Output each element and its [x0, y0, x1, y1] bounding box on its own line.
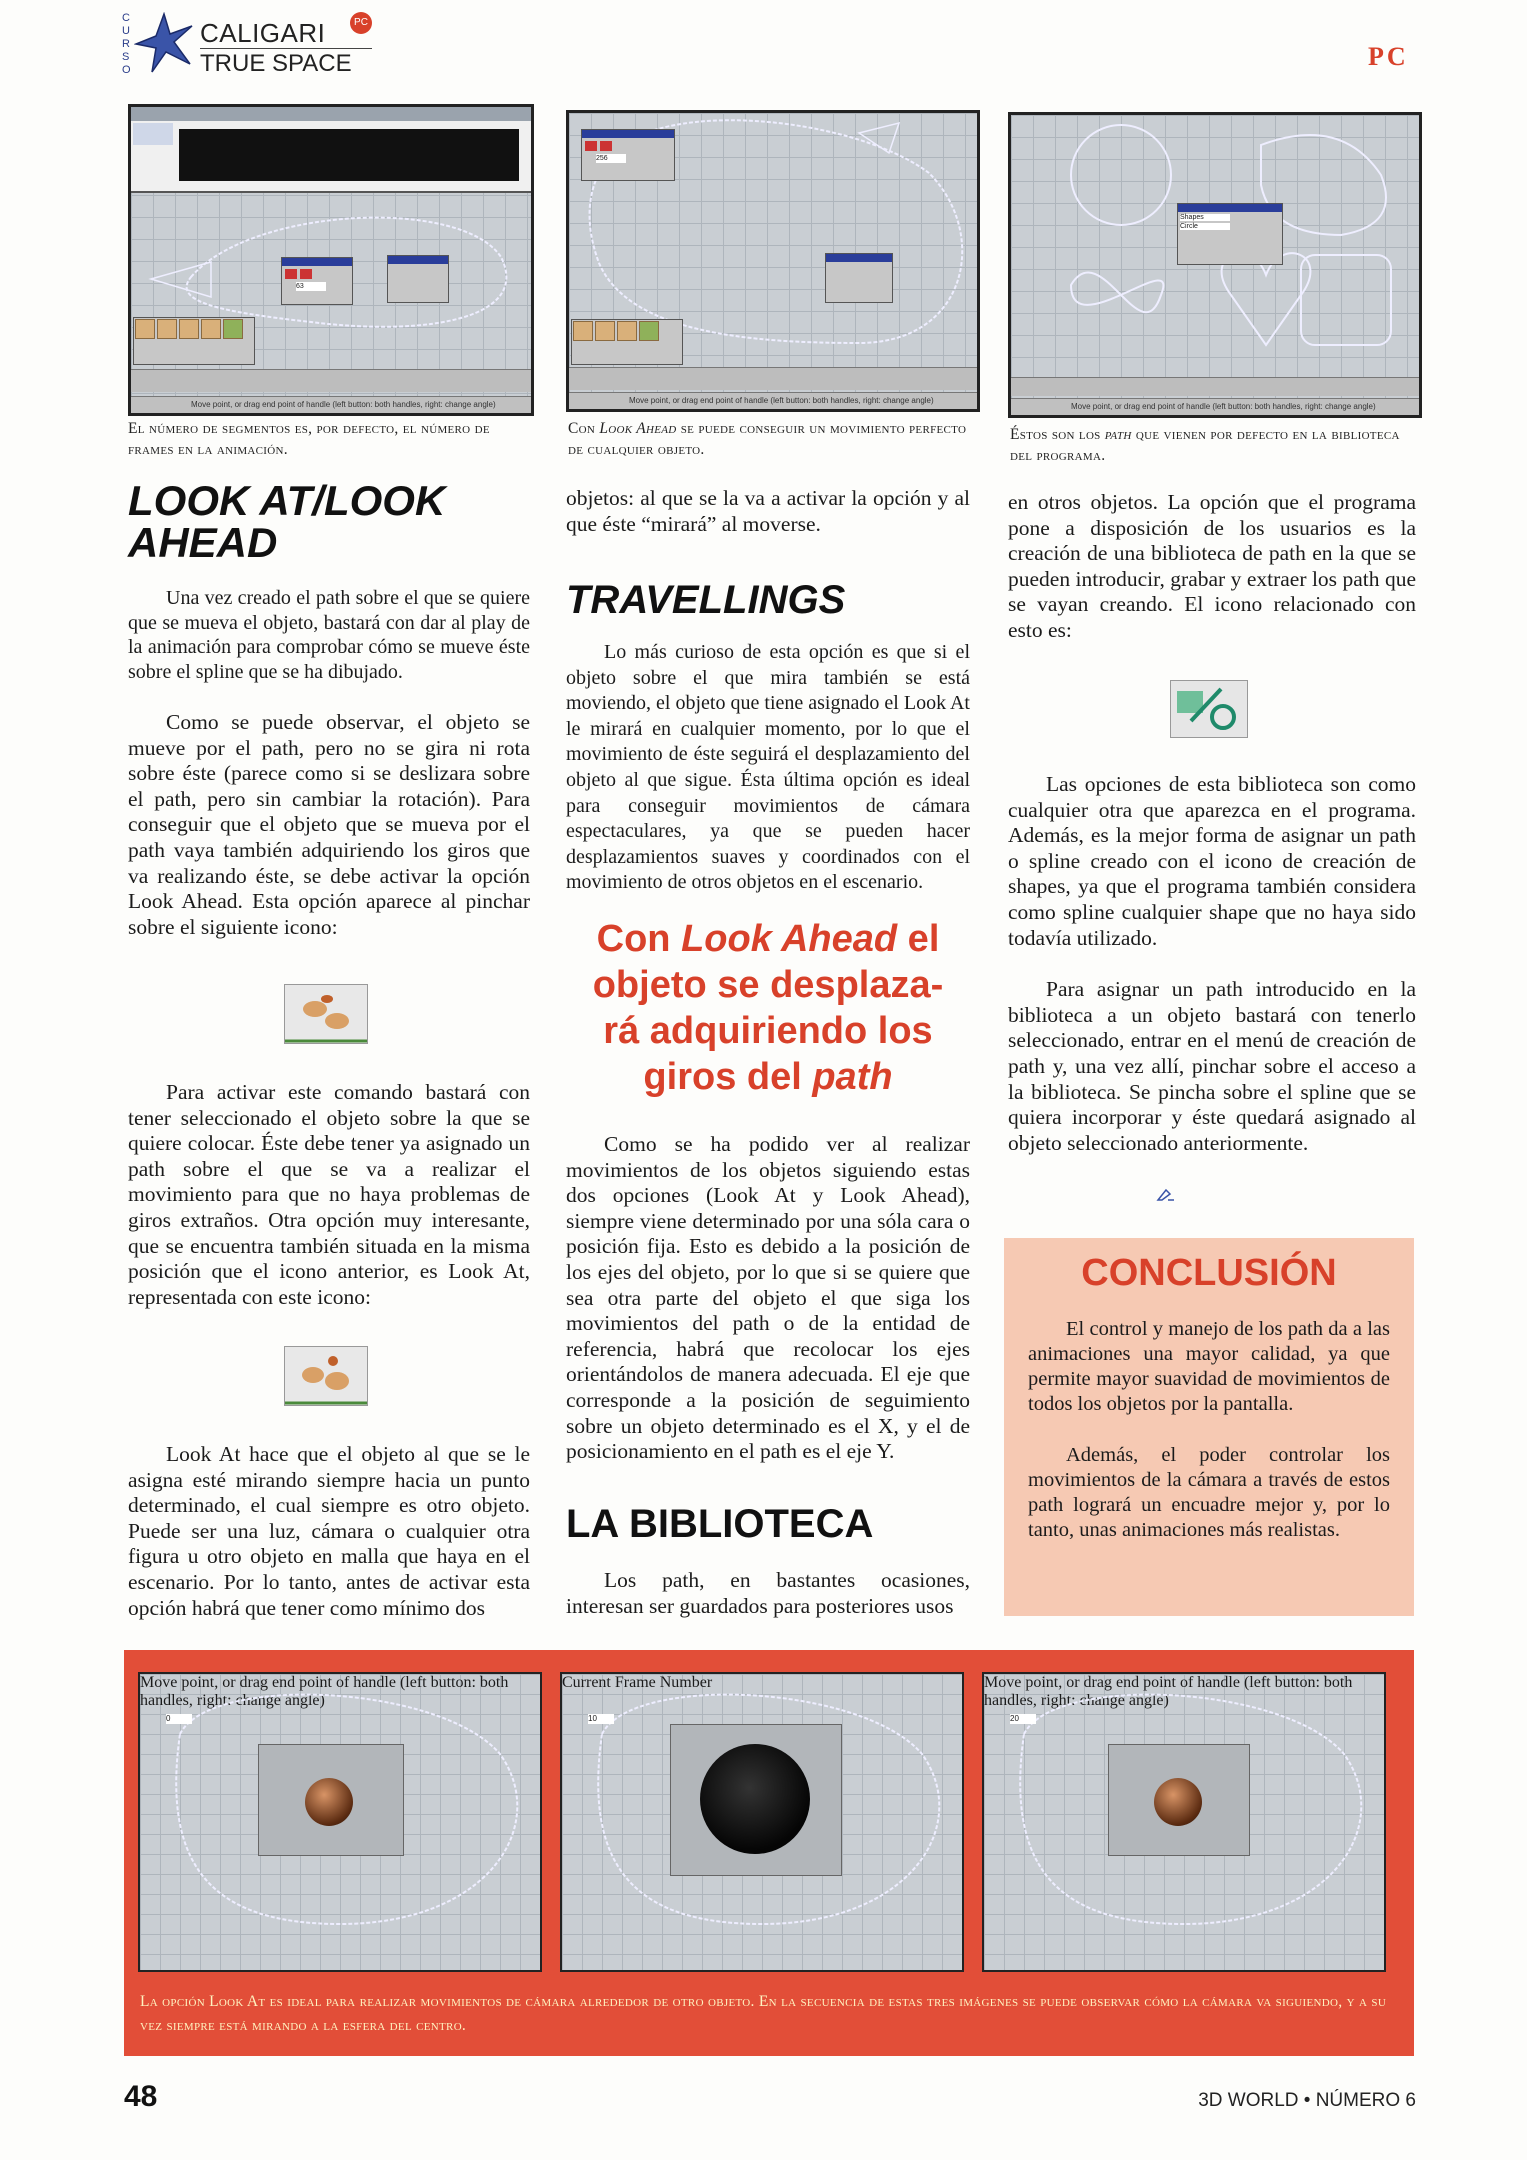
- paragraph: Como se puede observar, el objeto se mueve por el path, pero no se gira ni rota sobre éste (parece como si se deslizara sobre el path, pero sin cambiar la rotación). Para conseguir que el objeto que se mueva por el path vaya también adquiriendo los giros que va realizando éste, se debe activar la opción Look Ahead. Esta opción aparece al pinchar sobre el siguiente icono:: [128, 710, 530, 939]
- screenshot-path-library: [1008, 112, 1422, 418]
- screenshot-segments: [128, 104, 534, 416]
- column-3-text-a: [1008, 490, 1416, 670]
- path-panel: [825, 253, 893, 303]
- paragraph: Lo más curioso de esta opción es que si el objeto sobre el que mira también se está moviendo, el objeto que tiene asignado el Look At le mirará en cualquier momento, por lo que el movimiento de éste seguirá el desplazamiento del objeto al que sigue. Ésta última opción es ideal para conseguir movimientos de cámara espectaculares, ya que se pueden hacer desplazamientos suaves y coordinados con el movimiento de otros objetos en el escenario.: [566, 641, 970, 894]
- sphere-icon: [305, 1778, 353, 1826]
- toolbox: [571, 319, 683, 365]
- animation-panel: [281, 257, 353, 305]
- column-1-text-a: [128, 586, 530, 966]
- frame-field: 256: [596, 154, 626, 163]
- paragraph: Los path, en bastantes ocasiones, interesan ser guardados para posteriores usos: [566, 1568, 970, 1618]
- column-2-text-d: [566, 1568, 970, 1645]
- caption-1: El número de segmentos es, por defecto, el número de frames en la animación.: [128, 420, 490, 458]
- sequence-frame-2: 10 Current Frame Number: [560, 1672, 964, 1972]
- paragraph: Para activar este comando bastará con tener seleccionado el objeto sobre la que se quiere colocar. Éste debe tener ya asignado un path sobre el que se va a realizar el movimiento para que no haya problemas de giros extraños. Otra opción muy interesante, que se encuentra también situada en la misma posición que el icono anterior, es Look At, representada con este icono:: [128, 1080, 530, 1309]
- conclusion-title: CONCLUSIÓN: [1081, 1252, 1337, 1294]
- status-bar: Move point, or drag end point of handle (left button: both handles, right: change angle): [131, 396, 531, 413]
- magazine-issue: 3D WORLD • NÚMERO 6: [1198, 2090, 1416, 2111]
- sphere-icon: [1154, 1778, 1202, 1826]
- look-at-icon: [284, 1346, 368, 1406]
- paragraph: objetos: al que se la va a activar la opción y al que éste “mirará” al moverse.: [566, 486, 970, 536]
- paragraph: en otros objetos. La opción que el programa pone a disposición de los usuarios es la creación de una biblioteca de path en la que se pueden introducir, grabar y extraer los path que se vayan creando. El icono relacionado con esto es:: [1008, 490, 1416, 642]
- logo-caligari: CALIGARI: [200, 18, 326, 48]
- path-panel: [387, 255, 449, 303]
- sequence-frame-1: 0 Move point, or drag end point of handle (left button: both handles, right: change angle): [138, 1672, 542, 1972]
- look-ahead-icon: [284, 984, 368, 1044]
- caption-2: Con Look Ahead se puede conseguir un movimiento perfecto de cualquier objeto.: [568, 420, 967, 458]
- paragraph: El control y manejo de los path da a las animaciones una mayor calidad, ya que permite mayor suavidad de movimientos de todos los objetos por la pantalla.: [1028, 1318, 1390, 1415]
- frame-value: 20: [1010, 1714, 1036, 1724]
- paragraph: Look At hace que el objeto al que se le asigna esté mirando siempre hacia un punto determinado, el cual siempre es otro objeto. Puede ser una luz, cámara o cualquier otra figura u otro objeto en malla que haya en el escenario. Por lo tanto, antes de activar esta opción habrá que tener como mínimo dos: [128, 1442, 530, 1620]
- sphere-icon: [700, 1744, 810, 1854]
- column-1-text-c: [128, 1442, 530, 1647]
- status-bar: Move point, or drag end point of handle (left button: both handles, right: change angle): [1011, 398, 1419, 415]
- animation-panel: [581, 129, 675, 181]
- page-number: 48: [124, 2080, 158, 2113]
- sequence-frame-3: 20 Move point, or drag end point of handle (left button: both handles, right: change angle): [982, 1672, 1386, 1972]
- status-bar: Move point, or drag end point of handle (left button: both handles, right: change angle): [569, 392, 977, 409]
- paragraph: Como se ha podido ver al realizar movimientos de los objetos siguiendo estas dos opciones (Look At y Look Ahead), siempre viene determinado por una sóla cara o posición fija. Esto es debido a la posición de los ejes del objeto, por lo que si se quiere que sea otra parte del objeto el que siga los movimientos del path o de la entidad de referencia, habrá que recolocar los ejes orientándolos de manera adecuada. El eje que corresponde a la posición de seguimiento sobre un objeto determinado es el X, y el de posicionamiento en el path es el eje Y.: [566, 1132, 970, 1464]
- section-title-travellings: TRAVELLINGS: [566, 578, 846, 622]
- frame-value: 0: [166, 1714, 192, 1724]
- screenshot-look-ahead: [566, 110, 980, 412]
- library-shapes-graphic: [1011, 115, 1419, 415]
- paragraph: Las opciones de esta biblioteca son como cualquier otra que aparezca en el programa. Además, es la mejor forma de asignar un path o spline creado con el icono de creación de shapes, ya que el programa también considera como spline cualquier shape que no haya sido todavía utilizado.: [1008, 772, 1416, 950]
- section-title-look-at: LOOK AT/LOOK AHEAD: [128, 477, 446, 566]
- column-1-text-b: [128, 1080, 530, 1336]
- logo-side-text: CURSO: [122, 12, 131, 76]
- logo-pc-badge: PC: [350, 12, 372, 34]
- end-mark-icon: [1156, 1188, 1176, 1202]
- magazine-logo: [122, 10, 384, 80]
- logo-star-icon: [134, 12, 194, 74]
- paragraph: Para asignar un path introducido en la biblioteca a un objeto bastará con tenerlo seleccionado, entrar en el menú de creación de path y, una vez allí, pinchar sobre el acceso a la biblioteca. Se pincha sobre el spline que se quiera incorporar y éste quedará asignado al objeto seleccionado anteriormente.: [1008, 977, 1416, 1155]
- paragraph: Una vez creado el path sobre el que se quiere que se mueva el objeto, bastará con dar al play de la animación para comprobar cómo se mueve éste sobre el spline que se ha dibujado.: [128, 587, 530, 683]
- column-2-text-c: [566, 1132, 970, 1491]
- section-tag: PC: [1368, 42, 1409, 71]
- toolbox: [133, 317, 255, 365]
- figure-caption: La opción Look At es ideal para realizar movimientos de cámara alrededor de otro objeto. En la secuencia de estas tres imágenes se puede observar cómo la cámara va siguiendo, y a su vez siempre está mirando a la esfera del centro.: [140, 1993, 1387, 2034]
- column-2-text-b: [566, 640, 970, 922]
- frame-value: 10: [588, 1714, 614, 1724]
- frame-field: 63: [296, 282, 326, 291]
- logo-truespace: TRUE SPACE: [200, 50, 352, 77]
- paragraph: Además, el poder controlar los movimientos de la cámara a través de estos path logrará un encuadre mejor y, por lo tanto, unas animaciones más realistas.: [1028, 1444, 1390, 1541]
- pull-quote: Con Look Ahead el objeto se desplaza- rá adquiriendo los giros del path: [592, 918, 944, 1098]
- column-2-text-a: [566, 486, 970, 563]
- conclusion-box: [1004, 1238, 1414, 1616]
- column-3-text-b: [1008, 772, 1416, 1182]
- path-library-icon: [1170, 680, 1248, 738]
- bottom-figure: [124, 1650, 1414, 2056]
- section-title-biblioteca: LA BIBLIOTECA: [566, 1502, 874, 1546]
- path-library-panel: Shapes Circle: [1177, 203, 1283, 265]
- caption-3: Éstos son los path que vienen por defecto en la biblioteca del programa.: [1010, 426, 1400, 464]
